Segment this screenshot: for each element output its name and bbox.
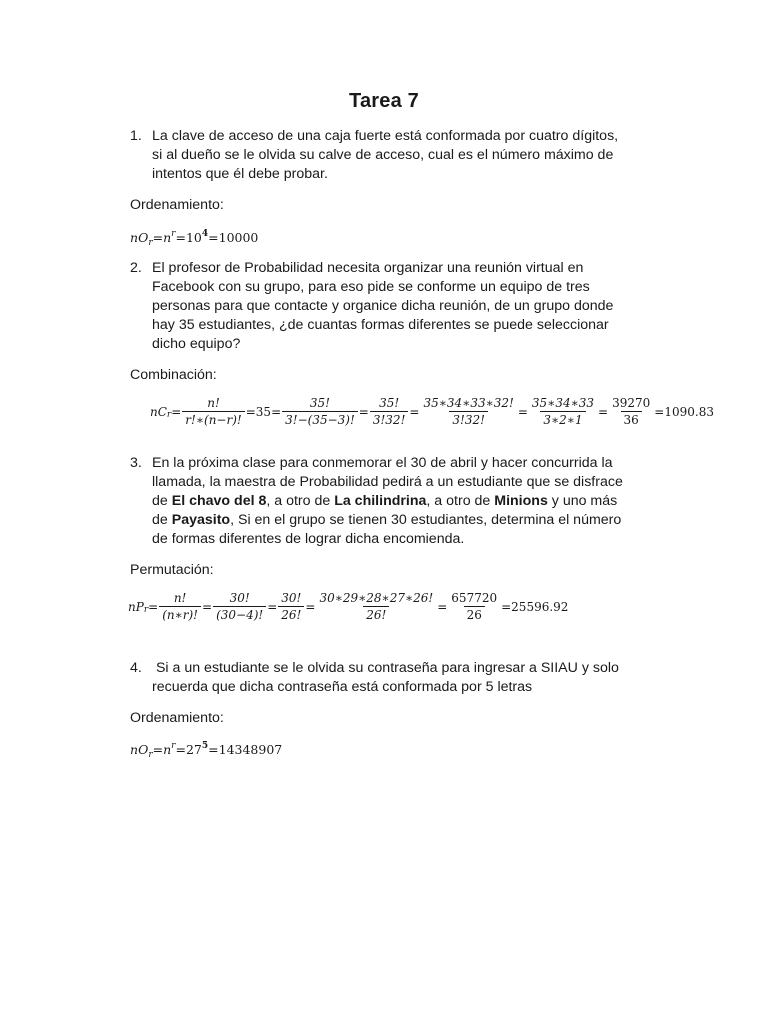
formula-operator: = <box>517 404 528 419</box>
fraction-numerator: 39270 <box>612 396 651 410</box>
formula-superscript: r <box>171 229 176 239</box>
question-line: Si a un estudiante se le olvida su contraseña para ingresar a SIIAU y solo <box>152 660 619 676</box>
text-run: , Si en el grupo se tienen 30 estudiantes, determina el número <box>230 512 622 528</box>
formula-operator: = <box>409 404 420 419</box>
formula-number: 35 <box>255 404 272 419</box>
question-number: 3. <box>130 455 142 471</box>
fraction-denominator: 26 <box>464 606 485 622</box>
text-run: de <box>152 512 172 528</box>
formula-operator: = <box>267 599 278 614</box>
fraction <box>213 591 266 622</box>
fraction-denominator: 3∗2∗1 <box>540 411 585 427</box>
formula-operator: = <box>175 742 186 757</box>
fraction-numerator: 30! <box>229 591 250 605</box>
fraction-denominator: 36 <box>621 411 642 427</box>
text-run: , a otro de <box>426 493 495 509</box>
bold-text: Minions <box>494 493 548 509</box>
fraction-denominator: r!∗(n−r)! <box>182 411 244 427</box>
formula-subscript: r <box>166 409 172 420</box>
question-line: personas para que contacte y organice dicha reunión, de un grupo donde <box>152 298 614 314</box>
formula-operator: = <box>654 404 665 419</box>
fraction <box>420 396 516 427</box>
fraction <box>278 591 304 622</box>
formula-operator: = <box>501 599 512 614</box>
formula-operator: = <box>271 404 282 419</box>
formula-symbol: n <box>163 230 172 245</box>
fraction <box>609 396 653 427</box>
fraction-denominator: (30−4)! <box>213 606 266 622</box>
formula-symbol: O <box>138 742 149 757</box>
text-run: y uno más <box>547 493 618 509</box>
answer-1-formula <box>130 229 258 249</box>
question-1 <box>130 127 650 184</box>
fraction-numerator: 35! <box>309 396 330 410</box>
formula-operator: = <box>175 230 186 245</box>
question-number: 1. <box>130 128 142 144</box>
question-line <box>152 492 650 511</box>
formula-operator: = <box>208 742 219 757</box>
formula-operator: = <box>437 599 448 614</box>
question-number: 2. <box>130 260 142 276</box>
formula-symbol: n <box>163 742 172 757</box>
question-2 <box>130 259 650 354</box>
bold-text: La chilindrina <box>334 493 427 509</box>
fraction <box>370 396 409 427</box>
formula-operator: = <box>305 599 316 614</box>
question-text <box>152 454 650 549</box>
formula-number: 27 <box>185 742 202 757</box>
fraction-denominator: 3!32! <box>449 411 488 427</box>
fraction-numerator: 30! <box>281 591 302 605</box>
formula-number: 10 <box>185 230 202 245</box>
formula-superscript: r <box>171 741 176 751</box>
question-3 <box>130 454 650 549</box>
fraction-numerator: 35∗34∗33 <box>531 396 595 410</box>
answer-2-label: Combinación: <box>130 367 217 383</box>
question-line <box>152 511 650 530</box>
question-line: Facebook con su grupo, para eso pide se conforme un equipo de tres <box>152 279 590 295</box>
formula-operator: = <box>148 599 159 614</box>
formula-operator: = <box>202 599 213 614</box>
bold-text: Payasito <box>171 512 231 528</box>
fraction-denominator: 3!−(35−3)! <box>282 411 358 427</box>
fraction-denominator: (n∗r)! <box>159 606 201 622</box>
formula-symbol: O <box>138 230 149 245</box>
question-line: intentos que él debe probar. <box>152 166 328 182</box>
text-run: de <box>152 493 172 509</box>
fraction-numerator: 30∗29∗28∗27∗26! <box>319 591 434 605</box>
formula-operator: = <box>598 404 609 419</box>
formula-operator: = <box>152 742 164 757</box>
bold-text: El chavo del 8 <box>171 493 267 509</box>
answer-4-formula <box>130 741 282 761</box>
fraction-numerator: 657720 <box>451 591 498 605</box>
formula-result: 1090.83 <box>664 404 714 419</box>
fraction-denominator: 26! <box>363 606 389 622</box>
fraction <box>529 396 597 427</box>
question-line: El profesor de Probabilidad necesita organizar una reunión virtual en <box>152 260 584 276</box>
text-run: , a otro de <box>266 493 335 509</box>
fraction <box>282 396 358 427</box>
formula-result: 14348907 <box>218 742 283 757</box>
formula-operator: = <box>208 230 219 245</box>
fraction <box>448 591 500 622</box>
formula-result: 10000 <box>218 230 259 245</box>
question-line: La clave de acceso de una caja fuerte está conformada por cuatro dígitos, <box>152 128 619 144</box>
formula-subscript: r <box>148 238 153 248</box>
fraction <box>316 591 436 622</box>
question-number: 4. <box>130 660 142 676</box>
page-title: Tarea 7 <box>349 90 419 112</box>
formula-symbol: n <box>130 230 139 245</box>
question-line: dicho equipo? <box>152 336 241 352</box>
formula-superscript: 4 <box>201 229 209 239</box>
answer-3-label: Permutación: <box>130 562 214 578</box>
formula-result: 25596.92 <box>511 599 569 614</box>
formula-subscript: r <box>143 604 149 615</box>
formula-operator: = <box>171 404 182 419</box>
answer-4-label: Ordenamiento: <box>130 710 224 726</box>
fraction-numerator: 35! <box>379 396 400 410</box>
fraction <box>159 591 201 622</box>
fraction-numerator: 35∗34∗33∗32! <box>423 396 514 410</box>
question-line: si al dueño se le olvida su calve de acceso, cual es el número máximo de <box>152 147 614 163</box>
formula-symbol: nC <box>150 404 167 419</box>
question-line: de formas diferentes de lograr dicha encomienda. <box>152 531 465 547</box>
question-text <box>152 127 650 184</box>
formula-symbol: nP <box>128 599 144 614</box>
formula-superscript: 5 <box>201 741 209 751</box>
question-line: llamada, la maestra de Probabilidad pedirá a un estudiante que se disfrace <box>152 474 623 490</box>
question-line: recuerda que dicha contraseña está conformada por 5 letras <box>152 679 533 695</box>
formula-operator: = <box>358 404 369 419</box>
formula-operator: = <box>245 404 256 419</box>
question-line: hay 35 estudiantes, ¿de cuantas formas diferentes se puede seleccionar <box>152 317 609 333</box>
question-text <box>152 659 650 697</box>
combination-formula <box>150 396 714 427</box>
fraction-numerator: n! <box>207 396 220 410</box>
question-text <box>152 259 650 354</box>
question-4 <box>130 659 650 697</box>
fraction-denominator: 3!32! <box>370 411 409 427</box>
formula-symbol: n <box>130 742 139 757</box>
fraction-numerator: n! <box>173 591 187 605</box>
fraction <box>182 396 244 427</box>
formula-operator: = <box>152 230 164 245</box>
question-line: En la próxima clase para conmemorar el 30 de abril y hacer concurrida la <box>152 455 613 471</box>
answer-1-label: Ordenamiento: <box>130 197 224 213</box>
permutation-formula <box>128 591 568 622</box>
formula-subscript: r <box>148 750 153 760</box>
fraction-denominator: 26! <box>278 606 304 622</box>
